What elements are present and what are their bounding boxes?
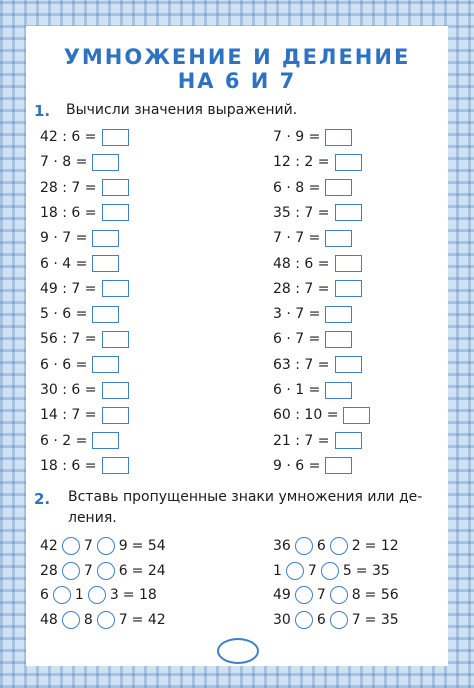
equation-term: 8	[351, 587, 361, 603]
expression-row	[40, 354, 119, 376]
expression-row	[273, 354, 362, 376]
answer-box[interactable]	[343, 407, 370, 424]
equation-term: = 12	[364, 538, 399, 554]
answer-box[interactable]	[325, 457, 352, 474]
expression-text: 18 : 6 =	[40, 457, 97, 474]
expression-row	[40, 303, 119, 325]
equation-term: 7	[83, 562, 93, 579]
equation-term: 2	[351, 538, 361, 554]
equation-term: 6	[316, 611, 326, 628]
expression-row	[40, 379, 129, 401]
equation-term: 7	[118, 611, 128, 628]
task2-instruction-line1: Вставь пропущенные знаки умножения или де-	[68, 489, 423, 505]
expression-row	[40, 126, 129, 148]
answer-box[interactable]	[92, 255, 119, 272]
expression-row	[273, 126, 352, 148]
expression-text: 6 · 1 =	[273, 382, 321, 398]
operator-circle[interactable]	[321, 562, 339, 580]
operator-circle[interactable]	[295, 586, 313, 604]
expression-text: 30 : 6 =	[40, 382, 97, 398]
equation-term: 3	[109, 587, 119, 603]
page-number-oval	[217, 638, 259, 664]
equation-term: 49	[273, 587, 291, 603]
expression-text: 3 · 7 =	[273, 306, 321, 323]
operator-circle[interactable]	[97, 537, 115, 555]
worksheet-page	[26, 26, 448, 666]
expression-row	[273, 202, 362, 224]
sign-equation-row	[273, 560, 390, 582]
equation-term: 7	[316, 587, 326, 603]
sign-equation-row	[273, 609, 399, 631]
answer-box[interactable]	[335, 154, 362, 171]
expression-text: 6 · 7 =	[273, 331, 321, 348]
equation-term: 8	[83, 611, 93, 628]
equation-term: 6	[40, 587, 49, 603]
equation-term: 6	[118, 562, 128, 579]
sign-equation-row	[40, 584, 157, 606]
equation-term: = 54	[131, 538, 166, 554]
equation-term: = 56	[364, 587, 399, 603]
expression-row	[273, 455, 352, 477]
expression-row	[40, 151, 119, 173]
sign-equation-row	[40, 535, 166, 557]
expression-text: 12 : 2 =	[273, 154, 330, 171]
answer-box[interactable]	[325, 129, 352, 146]
answer-box[interactable]	[102, 129, 129, 146]
operator-circle[interactable]	[53, 586, 71, 604]
answer-box[interactable]	[102, 382, 129, 399]
equation-term: 30	[273, 611, 291, 628]
sign-equation-row	[273, 584, 399, 606]
expression-text: 9 · 7 =	[40, 230, 88, 247]
equation-term: 42	[40, 538, 58, 554]
answer-box[interactable]	[102, 457, 129, 474]
equation-term: 28	[40, 562, 58, 579]
operator-circle[interactable]	[62, 611, 80, 629]
expression-row	[40, 328, 129, 350]
equation-term: = 24	[131, 562, 166, 579]
expression-row	[40, 404, 129, 426]
expression-row	[273, 151, 362, 173]
operator-circle[interactable]	[97, 611, 115, 629]
expression-row	[40, 278, 129, 300]
sign-equation-row	[273, 535, 399, 557]
operator-circle[interactable]	[286, 562, 304, 580]
expression-row	[273, 430, 362, 452]
operator-circle[interactable]	[295, 537, 313, 555]
equation-term: 1	[273, 562, 282, 579]
equation-term: 5	[342, 562, 352, 579]
expression-text: 56 : 7 =	[40, 331, 97, 348]
answer-box[interactable]	[335, 432, 362, 449]
expression-row	[273, 303, 352, 325]
expression-row	[40, 227, 119, 249]
expression-text: 6 · 6 =	[40, 356, 88, 373]
equation-term: 48	[40, 611, 58, 628]
expression-text: 21 : 7 =	[273, 432, 330, 449]
equation-term: 9	[118, 538, 128, 554]
answer-box[interactable]	[102, 331, 129, 348]
sign-equation-row	[40, 609, 166, 631]
operator-circle[interactable]	[295, 611, 313, 629]
equation-term: 6	[316, 538, 326, 554]
expression-row	[40, 202, 129, 224]
answer-box[interactable]	[325, 382, 352, 399]
equation-term: = 35	[355, 562, 390, 579]
expression-text: 6 · 4 =	[40, 255, 88, 272]
equation-term: 7	[83, 538, 93, 554]
operator-circle[interactable]	[330, 586, 348, 604]
answer-box[interactable]	[102, 179, 129, 196]
answer-box[interactable]	[325, 331, 352, 348]
answer-box[interactable]	[92, 230, 119, 247]
expression-text: 6 · 8 =	[273, 179, 321, 196]
expression-row	[40, 430, 119, 452]
operator-circle[interactable]	[62, 537, 80, 555]
operator-circle[interactable]	[62, 562, 80, 580]
equation-term: 36	[273, 538, 291, 554]
expression-row	[273, 328, 352, 350]
sign-equation-row	[40, 560, 166, 582]
answer-box[interactable]	[325, 230, 352, 247]
answer-box[interactable]	[92, 306, 119, 323]
task2-number: 2.	[34, 490, 51, 508]
operator-circle[interactable]	[88, 586, 106, 604]
expression-text: 49 : 7 =	[40, 280, 97, 297]
operator-circle[interactable]	[330, 537, 348, 555]
expression-row	[40, 455, 129, 477]
expression-text: 9 · 6 =	[273, 457, 321, 474]
answer-box[interactable]	[102, 407, 129, 424]
answer-box[interactable]	[335, 204, 362, 221]
expression-row	[273, 177, 352, 199]
expression-text: 18 : 6 =	[40, 204, 97, 221]
answer-box[interactable]	[325, 306, 352, 323]
task1-instruction: Вычисли значения выражений.	[66, 102, 298, 118]
expression-row	[273, 253, 362, 275]
expression-text: 35 : 7 =	[273, 204, 330, 221]
answer-box[interactable]	[335, 280, 362, 297]
task1-number: 1.	[34, 102, 51, 120]
answer-box[interactable]	[102, 204, 129, 221]
expression-text: 5 · 6 =	[40, 306, 88, 323]
equation-term: = 18	[122, 587, 157, 603]
answer-box[interactable]	[92, 356, 119, 373]
page-title-line2: НА 6 И 7	[177, 69, 297, 93]
equation-term: 7	[307, 562, 317, 579]
equation-term: = 42	[131, 611, 166, 628]
task2-instruction-line2: ления.	[68, 510, 117, 526]
expression-text: 7 · 9 =	[273, 129, 321, 145]
answer-box[interactable]	[335, 356, 362, 373]
answer-box[interactable]	[325, 179, 352, 196]
expression-text: 6 · 2 =	[40, 432, 88, 449]
expression-text: 60 : 10 =	[273, 407, 339, 424]
expression-text: 28 : 7 =	[40, 179, 97, 196]
expression-text: 42 : 6 =	[40, 129, 97, 145]
expression-row	[273, 379, 352, 401]
operator-circle[interactable]	[97, 562, 115, 580]
expression-text: 7 · 7 =	[273, 230, 321, 247]
expression-row	[273, 227, 352, 249]
answer-box[interactable]	[335, 255, 362, 272]
page-title-line1: УМНОЖЕНИЕ И ДЕЛЕНИЕ	[63, 45, 411, 69]
expression-text: 14 : 7 =	[40, 407, 97, 424]
answer-box[interactable]	[102, 280, 129, 297]
expression-row	[40, 177, 129, 199]
expression-row	[273, 404, 370, 426]
equation-term: 7	[351, 611, 361, 628]
equation-term: 1	[74, 587, 84, 603]
expression-text: 48 : 6 =	[273, 255, 330, 272]
answer-box[interactable]	[92, 154, 119, 171]
expression-text: 63 : 7 =	[273, 356, 330, 373]
expression-text: 28 : 7 =	[273, 280, 330, 297]
equation-term: = 35	[364, 611, 399, 628]
expression-text: 7 · 8 =	[40, 154, 88, 171]
expression-row	[40, 253, 119, 275]
answer-box[interactable]	[92, 432, 119, 449]
expression-row	[273, 278, 362, 300]
operator-circle[interactable]	[330, 611, 348, 629]
